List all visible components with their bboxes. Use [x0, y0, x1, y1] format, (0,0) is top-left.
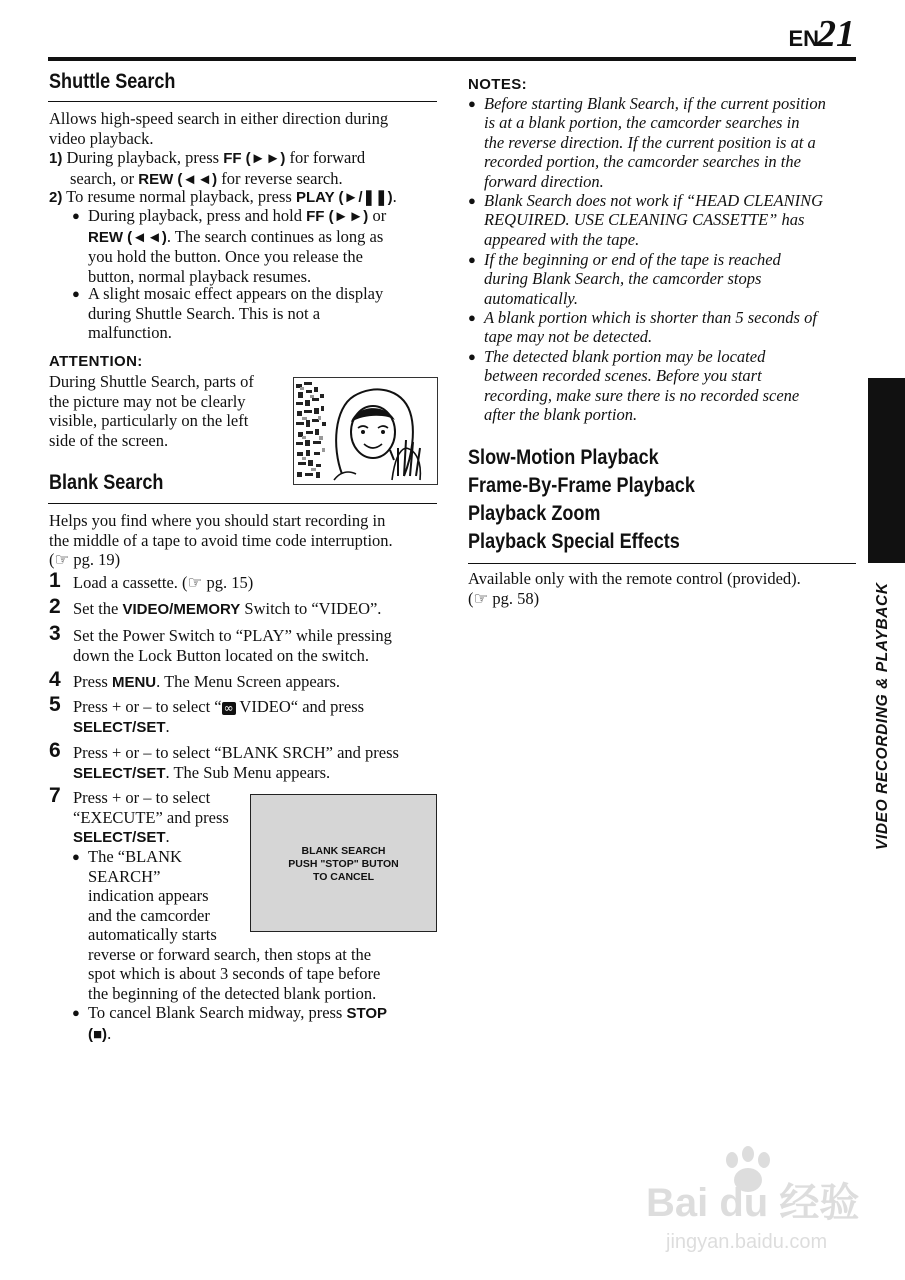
blank-intro: Helps you find where you should start recording in the middle of a tape to avoid time code interruption. (☞ pg. 19): [49, 511, 393, 569]
note-item: ● The detected blank portion may be located between recorded scenes. Before you start recording, make sure there is no recorded scene after the blank portion.: [468, 347, 800, 425]
shuttle-bullet-2: ● A slight mosaic effect appears on the display during Shuttle Search. This is not a malfunction.: [72, 284, 384, 342]
remote-only-text: Available only with the remote control (provided). (☞ pg. 58): [468, 569, 801, 608]
section-tab-label: VIDEO RECORDING & PLAYBACK: [874, 582, 891, 850]
blank-step-2: 2 Set the VIDEO/MEMORY Switch to “VIDEO”.: [49, 595, 382, 618]
blank-step-7: 7 Press + or – to select “EXECUTE” and press SELECT/SET.: [49, 784, 229, 846]
blank-step-5: 5 Press + or – to select “ ∞ VIDEO“ and press SELECT/SET.: [49, 693, 365, 736]
attention-label: ATTENTION:: [49, 353, 143, 370]
svg-text:Bai du 经验: Bai du 经验: [646, 1181, 860, 1225]
blank-step-3: 3 Set the Power Switch to “PLAY” while pressing down the Lock Button located on the switch.: [49, 622, 392, 665]
heading-rule: [48, 101, 437, 102]
osd-line: TO CANCEL: [312, 871, 375, 883]
attention-text: During Shuttle Search, parts of the picture may not be clearly visible, particularly on the left side of the screen.: [49, 372, 254, 450]
slow-motion-heading: Slow-Motion Playback: [468, 446, 659, 469]
blank-step-4: 4 Press MENU. The Menu Screen appears.: [49, 668, 341, 691]
playback-effects-heading: Playback Special Effects: [468, 530, 680, 553]
note-item: ● Blank Search does not work if “HEAD CLEANING REQUIRED. USE CLEANING CASSETTE” has appeared with the tape.: [468, 191, 823, 249]
page-language: EN: [788, 26, 819, 51]
note-item: ● A blank portion which is shorter than 5 seconds of tape may not be detected.: [468, 308, 817, 347]
blank-step-7-bullet-2: ● To cancel Blank Search midway, press STOP (■).: [72, 1003, 388, 1043]
shuttle-search-heading: Shuttle Search: [49, 70, 176, 93]
shuttle-step-1: 1) During playback, press FF (►►) for forward search, or REW (◄◄) for reverse search.: [49, 148, 366, 188]
notes-label: NOTES:: [468, 76, 528, 93]
baidu-watermark: [640, 1140, 860, 1260]
blank-search-screen: [250, 794, 437, 932]
frame-by-frame-heading: Frame-By-Frame Playback: [468, 474, 695, 497]
blank-step-6: 6 Press + or – to select “BLANK SRCH” and press SELECT/SET. The Sub Menu appears.: [49, 739, 399, 782]
shuttle-step-2: 2) To resume normal playback, press PLAY (►/❚❚).: [49, 187, 397, 206]
playback-zoom-heading: Playback Zoom: [468, 502, 601, 525]
osd-line: BLANK SEARCH: [301, 845, 386, 857]
note-item: ● Before starting Blank Search, if the current position is at a blank portion, the camcorder searches in the reverse direction. If the current position is at a recorded portion, the camcorder searches in the forward direction.: [468, 94, 826, 191]
osd-line: PUSH "STOP" BUTON: [288, 858, 399, 870]
shuttle-intro: Allows high-speed search in either direction during video playback.: [49, 109, 389, 148]
heading-rule: [468, 563, 856, 564]
section-tab: [868, 378, 905, 563]
page-number: 21: [817, 13, 855, 55]
mosaic-illustration: [293, 377, 438, 485]
svg-text:jingyan.baidu.com: jingyan.baidu.com: [666, 1231, 828, 1253]
note-item: ● If the beginning or end of the tape is reached during Blank Search, the camcorder stops automatically.: [468, 250, 781, 308]
blank-search-heading: Blank Search: [49, 471, 164, 494]
header-rule: [48, 57, 856, 61]
blank-step-7-bullet-1: ● The “BLANK SEARCH” indication appears and the camcorder automatically starts reverse or forward search, then stops at the spot which is about 3 seconds of tape before the beginning of the detected blank portion.: [72, 847, 381, 1003]
heading-rule: [48, 503, 437, 504]
blank-step-1: 1 Load a cassette. (☞ pg. 15): [49, 569, 254, 592]
shuttle-bullet-1: ● During playback, press and hold FF (►►) or REW (◄◄). The search continues as long as you hold the button. Once you release the button, normal playback resumes.: [72, 206, 387, 286]
video-cassette-icon: ∞: [223, 701, 234, 715]
